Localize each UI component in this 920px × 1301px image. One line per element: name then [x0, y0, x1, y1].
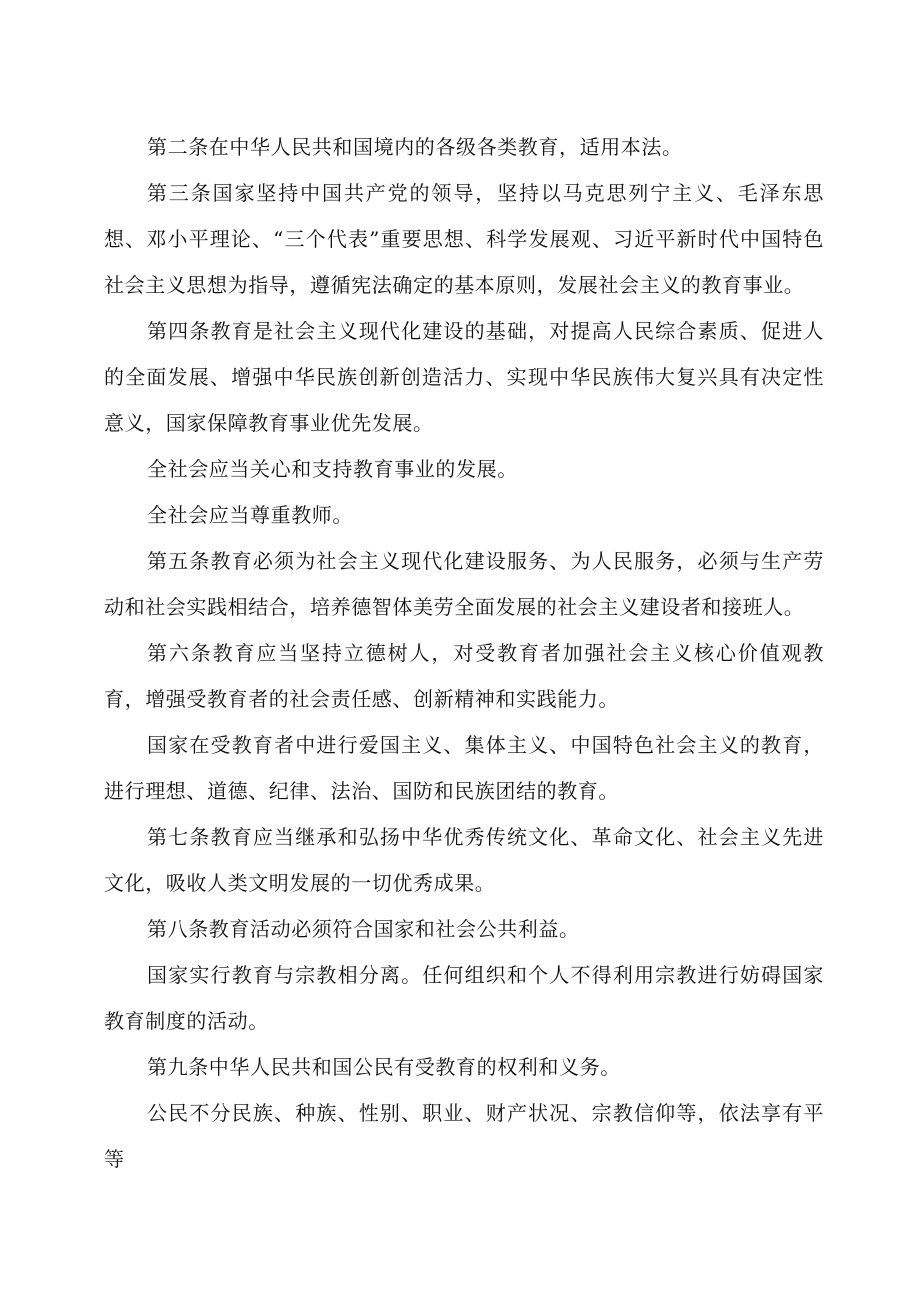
paragraph-article-8: 第八条教育活动必须符合国家和社会公共利益。 — [147, 917, 580, 941]
paragraph-article-6: 第六条教育应当坚持立德树人，对受教育者加强社会主义核心价值观教育，增强受教育者的社会责任感、创新精神和实践能力。 — [104, 641, 824, 711]
paragraph-patriotic-education: 国家在受教育者中进行爱国主义、集体主义、中国特色社会主义的教育，进行理想、道德、纪律、法治、国防和民族团结的教育。 — [104, 733, 824, 803]
document-body — [104, 124, 824, 1182]
paragraph-equal-rights: 公民不分民族、种族、性别、职业、财产状况、宗教信仰等，依法享有平等 — [104, 1101, 824, 1171]
paragraph-article-3: 第三条国家坚持中国共产党的领导，坚持以马克思列宁主义、毛泽东思想、邓小平理论、“三个代表”重要思想、科学发展观、习近平新时代中国特色社会主义思想为指导，遵循宪法确定的基本原则，发展社会主义的教育事业。 — [104, 181, 824, 297]
paragraph-article-4: 第四条教育是社会主义现代化建设的基础，对提高人民综合素质、促进人的全面发展、增强中华民族创新创造活力、实现中华民族伟大复兴具有决定性意义，国家保障教育事业优先发展。 — [104, 319, 824, 435]
paragraph-religion-separation: 国家实行教育与宗教相分离。任何组织和个人不得利用宗教进行妨碍国家教育制度的活动。 — [104, 963, 824, 1033]
paragraph-article-7: 第七条教育应当继承和弘扬中华优秀传统文化、革命文化、社会主义先进文化，吸收人类文明发展的一切优秀成果。 — [104, 825, 824, 895]
paragraph-article-2: 第二条在中华人民共和国境内的各级各类教育，适用本法。 — [147, 135, 683, 159]
paragraph-article-9: 第九条中华人民共和国公民有受教育的权利和义务。 — [147, 1055, 621, 1079]
paragraph-society-support: 全社会应当关心和支持教育事业的发展。 — [147, 457, 518, 481]
paragraph-article-5: 第五条教育必须为社会主义现代化建设服务、为人民服务，必须与生产劳动和社会实践相结合，培养德智体美劳全面发展的社会主义建设者和接班人。 — [104, 549, 824, 619]
paragraph-respect-teachers: 全社会应当尊重教师。 — [147, 503, 353, 527]
